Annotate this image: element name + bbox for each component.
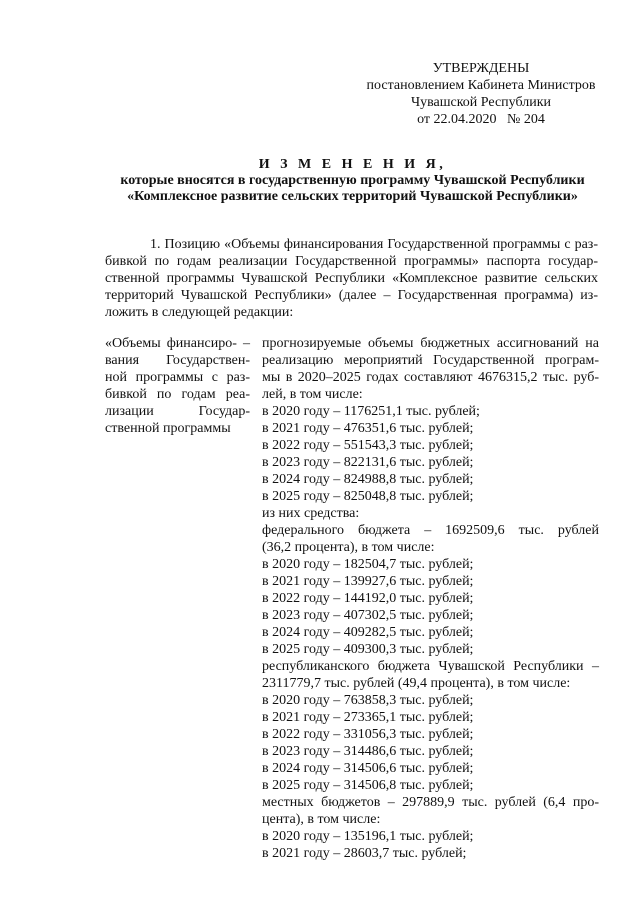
right-cell-line: в 2022 году – 144192,0 тыс. рублей; bbox=[262, 591, 474, 606]
intro-line: 1. Позицию «Объемы финансирования Государственной программы с раз- bbox=[150, 237, 598, 252]
intro-line: ственной программы Чувашской Республики «Комплексное развитие сельских bbox=[105, 271, 598, 286]
right-cell-line: местных бюджетов – 297889,9 тыс. рублей (6,4 про- bbox=[262, 795, 599, 810]
right-cell-line: прогнозируемые объемы бюджетных ассигнований на bbox=[262, 336, 599, 351]
right-cell-line: мы в 2020–2025 годах составляют 4676315,2 тыс. руб- bbox=[262, 370, 599, 385]
intro-line: бивкой по годам реализации Государственной программы» паспорта государ- bbox=[105, 254, 598, 269]
approval-line: Чувашской Республики bbox=[410, 95, 552, 110]
right-cell-line: республиканского бюджета Чувашской Республики – bbox=[262, 659, 599, 674]
right-cell-line: в 2020 году – 182504,7 тыс. рублей; bbox=[262, 557, 474, 572]
document-title: И З М Е Н Е Н И Я, bbox=[258, 157, 447, 172]
intro-line: территорий Чувашской Республики» (далее – Государственная программа) из- bbox=[105, 288, 598, 303]
right-cell-line: реализацию мероприятий Государственной програм- bbox=[262, 353, 599, 368]
right-cell-line: в 2020 году – 135196,1 тыс. рублей; bbox=[262, 829, 474, 844]
document-subtitle: которые вносятся в государственную программу Чувашской Республики bbox=[120, 173, 585, 188]
left-cell-line: ственной программы bbox=[105, 421, 231, 436]
right-cell-line: в 2022 году – 331056,3 тыс. рублей; bbox=[262, 727, 474, 742]
right-cell-line: 2311779,7 тыс. рублей (49,4 процента), в том числе: bbox=[262, 676, 571, 691]
right-cell-line: в 2021 году – 476351,6 тыс. рублей; bbox=[262, 421, 474, 436]
approval-title: УТВЕРЖДЕНЫ bbox=[432, 61, 530, 76]
intro-paragraph bbox=[105, 236, 598, 321]
approval-date: от 22.04.2020 № 204 bbox=[417, 112, 545, 127]
right-cell-line: цента), в том числе: bbox=[262, 812, 381, 827]
right-cell-line: из них средства: bbox=[262, 506, 360, 521]
document-heading bbox=[60, 157, 640, 205]
right-cell-line: в 2021 году – 273365,1 тыс. рублей; bbox=[262, 710, 474, 725]
left-cell-line: «Объемы финансиро- – bbox=[105, 336, 250, 351]
left-cell-line: лизации Государ- bbox=[105, 404, 250, 419]
approval-line: постановлением Кабинета Министров bbox=[366, 78, 596, 93]
left-cell-line: ной программы с раз- bbox=[105, 370, 250, 385]
right-cell-line: в 2023 году – 314486,6 тыс. рублей; bbox=[262, 744, 474, 759]
right-cell-line: в 2022 году – 551543,3 тыс. рублей; bbox=[262, 438, 474, 453]
right-cell-line: (36,2 процента), в том числе: bbox=[262, 540, 435, 555]
left-cell-line: бивкой по годам реа- bbox=[105, 387, 250, 402]
right-cell-line: федерального бюджета – 1692509,6 тыс. рублей bbox=[262, 523, 599, 538]
right-cell-line: в 2024 году – 824988,8 тыс. рублей; bbox=[262, 472, 474, 487]
table-left-cell bbox=[105, 335, 250, 437]
table-right-cell bbox=[262, 335, 599, 862]
right-cell-line: в 2020 году – 763858,3 тыс. рублей; bbox=[262, 693, 474, 708]
approval-block bbox=[352, 60, 610, 128]
document-subtitle: «Комплексное развитие сельских территорий Чувашской Республики» bbox=[127, 189, 578, 204]
right-cell-line: в 2023 году – 822131,6 тыс. рублей; bbox=[262, 455, 474, 470]
right-cell-line: в 2025 году – 825048,8 тыс. рублей; bbox=[262, 489, 474, 504]
left-cell-line: вания Государствен- bbox=[105, 353, 250, 368]
intro-line: ложить в следующей редакции: bbox=[105, 305, 294, 320]
right-cell-line: лей, в том числе: bbox=[262, 387, 363, 402]
right-cell-line: в 2025 году – 409300,3 тыс. рублей; bbox=[262, 642, 474, 657]
right-cell-line: в 2020 году – 1176251,1 тыс. рублей; bbox=[262, 404, 480, 419]
right-cell-line: в 2024 году – 314506,6 тыс. рублей; bbox=[262, 761, 474, 776]
right-cell-line: в 2024 году – 409282,5 тыс. рублей; bbox=[262, 625, 474, 640]
right-cell-line: в 2021 году – 28603,7 тыс. рублей; bbox=[262, 846, 467, 861]
right-cell-line: в 2025 году – 314506,8 тыс. рублей; bbox=[262, 778, 474, 793]
right-cell-line: в 2021 году – 139927,6 тыс. рублей; bbox=[262, 574, 474, 589]
right-cell-line: в 2023 году – 407302,5 тыс. рублей; bbox=[262, 608, 474, 623]
